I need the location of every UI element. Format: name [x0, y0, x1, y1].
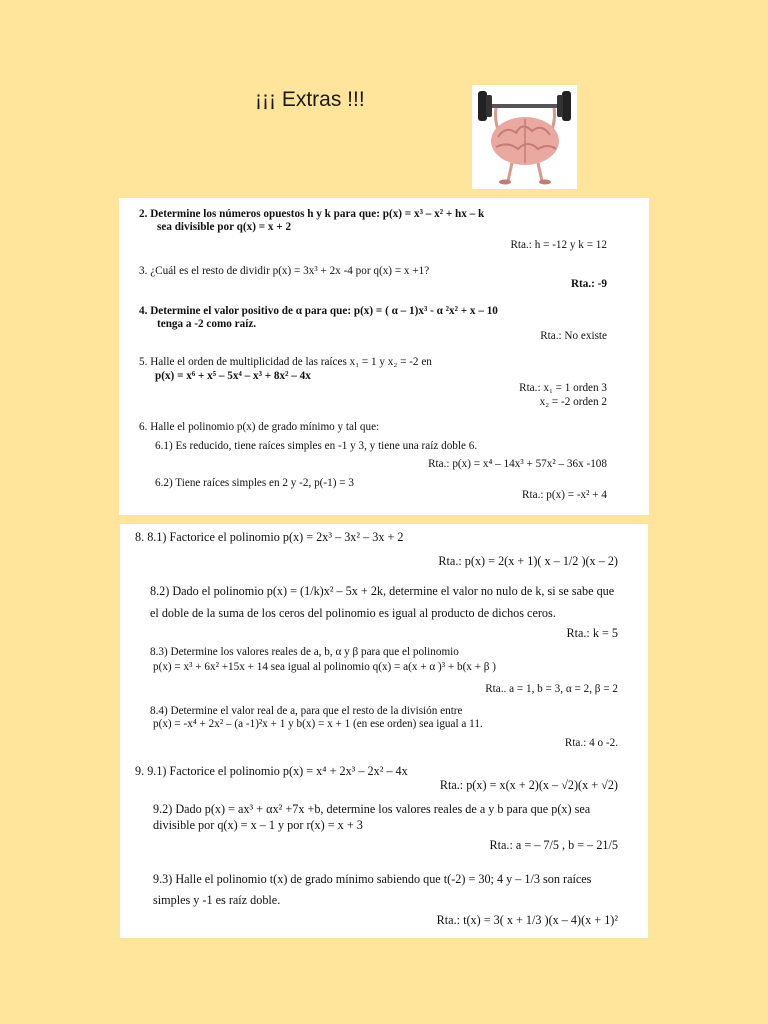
problem-3-statement: 3. ¿Cuál es el resto de dividir p(x) = 3x³ + 2x -4 por q(x) = x +1? — [139, 265, 430, 277]
problem-8-1-answer: Rta.: p(x) = 2(x + 1)( x – 1/2 )(x – 2) — [438, 554, 618, 568]
brain-lifting-barbell-image — [472, 85, 577, 189]
problem-4-answer: Rta.: No existe — [540, 330, 607, 342]
problem-6-1-statement: 6.1) Es reducido, tiene raíces simples en -1 y 3, y tiene una raíz doble 6. — [155, 440, 478, 452]
page-title: ¡¡¡ Extras !!! — [255, 88, 365, 111]
problem-4-statement: 4. Determine el valor positivo de α para que: p(x) = ( α – 1)x³ - α ²x² + x – 10 — [139, 305, 498, 317]
problem-6-1-answer: Rta.: p(x) = x⁴ – 14x³ + 57x² – 36x -108 — [428, 458, 607, 470]
problem-9-2-statement: 9.2) Dado p(x) = ax³ + αx² +7x +b, determine los valores reales de a y b para que p(x) sea — [153, 802, 591, 816]
problem-6-2-statement: 6.2) Tiene raíces simples en 2 y -2, p(-1) = 3 — [155, 477, 354, 489]
problem-9-3-answer: Rta.: t(x) = 3( x + 1/3 )(x – 4)(x + 1)² — [436, 913, 618, 927]
problem-9-2-answer: Rta.: a = – 7/5 , b = – 21/5 — [489, 838, 618, 852]
problem-8-3-statement: 8.3) Determine los valores reales de a, b, α y β para que el polinomio — [150, 646, 459, 658]
problem-8-2-statement: 8.2) Dado el polinomio p(x) = (1/k)x² – 5x + 2k, determine el valor no nulo de k, si se sabe que — [150, 584, 615, 598]
brain-weightlifter-icon — [472, 85, 577, 189]
problem-2-statement-cont: sea divisible por q(x) = x + 2 — [157, 221, 292, 233]
problem-8-3-answer: Rta.. a = 1, b = 3, α = 2, β = 2 — [485, 683, 618, 695]
exercise-card-1 — [119, 198, 649, 515]
problem-6-2-answer: Rta.: p(x) = -x² + 4 — [522, 489, 607, 501]
problem-9-3-statement-cont: simples y -1 es raíz doble. — [153, 893, 281, 907]
problem-9-1-statement: 9. 9.1) Factorice el polinomio p(x) = x⁴ + 2x³ – 2x² – 4x — [135, 764, 408, 778]
problem-8-3-polynomials: p(x) = x³ + 6x² +15x + 14 sea igual al polinomio q(x) = a(x + α )³ + b(x + β ) — [153, 661, 497, 673]
problem-8-4-statement: 8.4) Determine el valor real de a, para que el resto de la división entre — [150, 705, 463, 717]
problem-2-answer: Rta.: h = -12 y k = 12 — [510, 239, 607, 251]
problem-8-1-statement: 8. 8.1) Factorice el polinomio p(x) = 2x³ – 3x² – 3x + 2 — [135, 530, 404, 544]
problem-6-statement: 6. Halle el polinomio p(x) de grado mínimo y tal que: — [139, 421, 380, 433]
problem-2-statement: 2. Determine los números opuestos h y k para que: p(x) = x³ – x² + hx – k — [139, 208, 485, 220]
problem-5-answer-2: x₂ = -2 orden 2 — [539, 396, 607, 408]
problem-8-4-polynomials: p(x) = -x⁴ + 2x² – (a -1)²x + 1 y b(x) = x + 1 (en ese orden) sea igual a 11. — [153, 718, 483, 730]
problem-5-polynomial: p(x) = x⁶ + x⁵ – 5x⁴ – x³ + 8x² – 4x — [155, 370, 311, 382]
problem-4-statement-cont: tenga a -2 como raíz. — [157, 318, 257, 330]
problem-3-answer: Rta.: -9 — [570, 278, 607, 290]
problem-8-4-answer: Rta.: 4 o -2. — [564, 737, 618, 749]
problem-8-2-answer: Rta.: k = 5 — [566, 626, 618, 640]
problem-9-3-statement: 9.3) Halle el polinomio t(x) de grado mínimo sabiendo que t(-2) = 30; 4 y – 1/3 son raíces — [153, 872, 592, 886]
problem-8-2-statement-cont: el doble de la suma de los ceros del polinomio es igual al producto de dichos ceros. — [150, 606, 556, 620]
problem-5-statement: 5. Halle el orden de multiplicidad de las raíces x₁ = 1 y x₂ = -2 en — [139, 356, 432, 368]
exercise-card-2 — [120, 524, 648, 938]
problem-9-2-statement-cont: divisible por q(x) = x – 1 y por r(x) = x + 3 — [153, 818, 363, 832]
problem-9-1-answer: Rta.: p(x) = x(x + 2)(x – √2)(x + √2) — [439, 778, 618, 792]
problem-5-answer-1: Rta.: x₁ = 1 orden 3 — [519, 382, 607, 394]
